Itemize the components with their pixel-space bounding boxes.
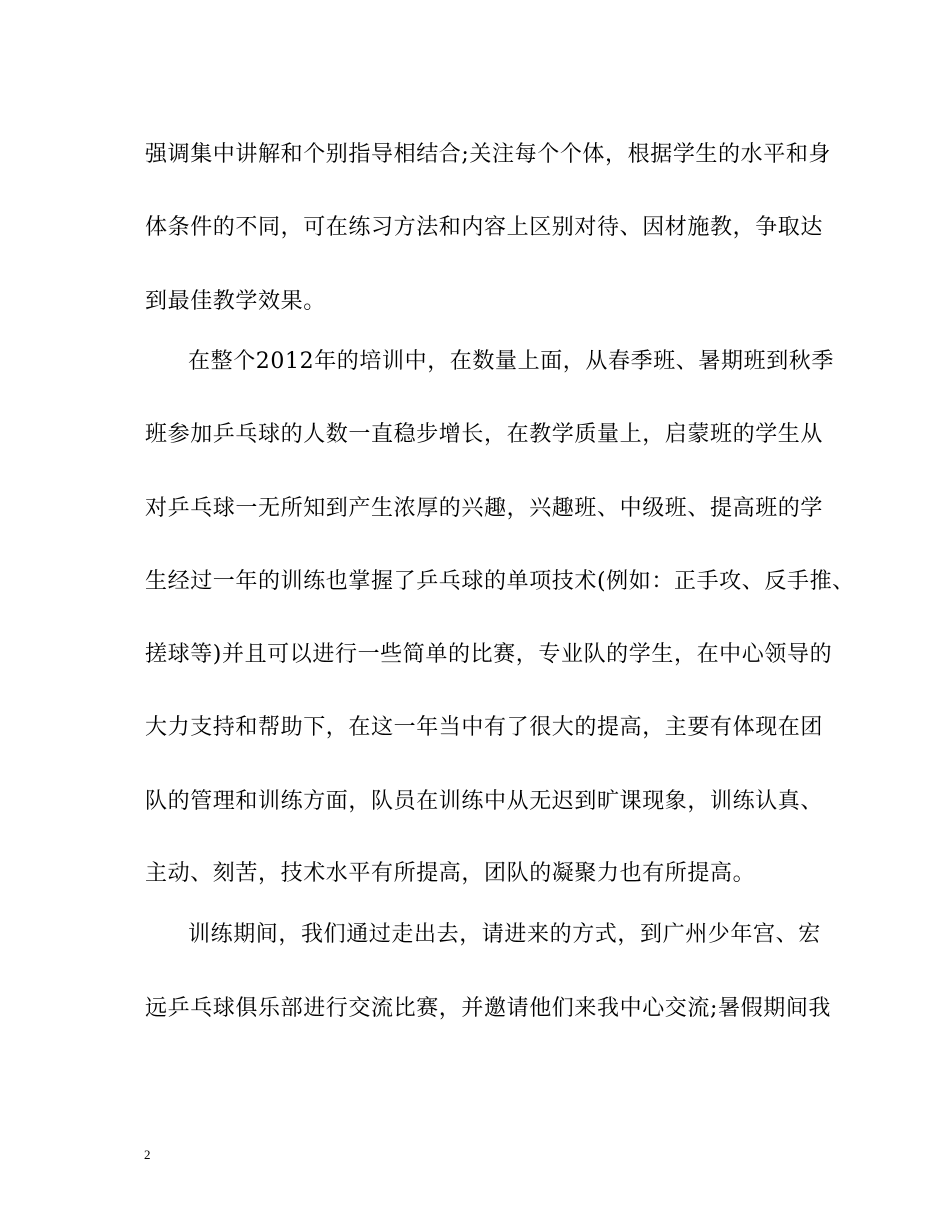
text-line-7: 生经过一年的训练也掌握了乒乓球的单项技术(例如：正手攻、反手推、 [145, 569, 855, 594]
text-line-12: 训练期间，我们通过走出去，请进来的方式，到广州少年宫、宏 [188, 922, 821, 947]
text-line-11: 主动、刻苦，技术水平有所提高，团队的凝聚力也有所提高。 [145, 861, 756, 886]
text-line-6: 对乒乓球一无所知到产生浓厚的兴趣，兴趣班、中级班、提高班的学 [145, 496, 824, 521]
text-line-4: 在整个2012年的培训中，在数量上面，从春季班、暑期班到秋季 [188, 349, 834, 374]
text-line-2: 体条件的不同，可在练习方法和内容上区别对待、因材施教，争取达 [145, 215, 824, 240]
text-line-5: 班参加乒乓球的人数一直稳步增长，在教学质量上，启蒙班的学生从 [145, 422, 824, 447]
text-line-10: 队的管理和训练方面，队员在训练中从无迟到旷课现象，训练认真、 [145, 789, 824, 814]
page-number: 2 [144, 1147, 151, 1162]
text-line-8: 搓球等)并且可以进行一些简单的比赛，专业队的学生，在中心领导的 [145, 642, 833, 667]
text-line-1: 强调集中讲解和个别指导相结合;关注每个个体，根据学生的水平和身 [145, 142, 832, 167]
text-line-13: 远乒乓球俱乐部进行交流比赛，并邀请他们来我中心交流;暑假期间我 [145, 996, 832, 1021]
text-line-9: 大力支持和帮助下，在这一年当中有了很大的提高，主要有体现在团 [145, 715, 824, 740]
text-line-3: 到最佳教学效果。 [145, 289, 326, 314]
